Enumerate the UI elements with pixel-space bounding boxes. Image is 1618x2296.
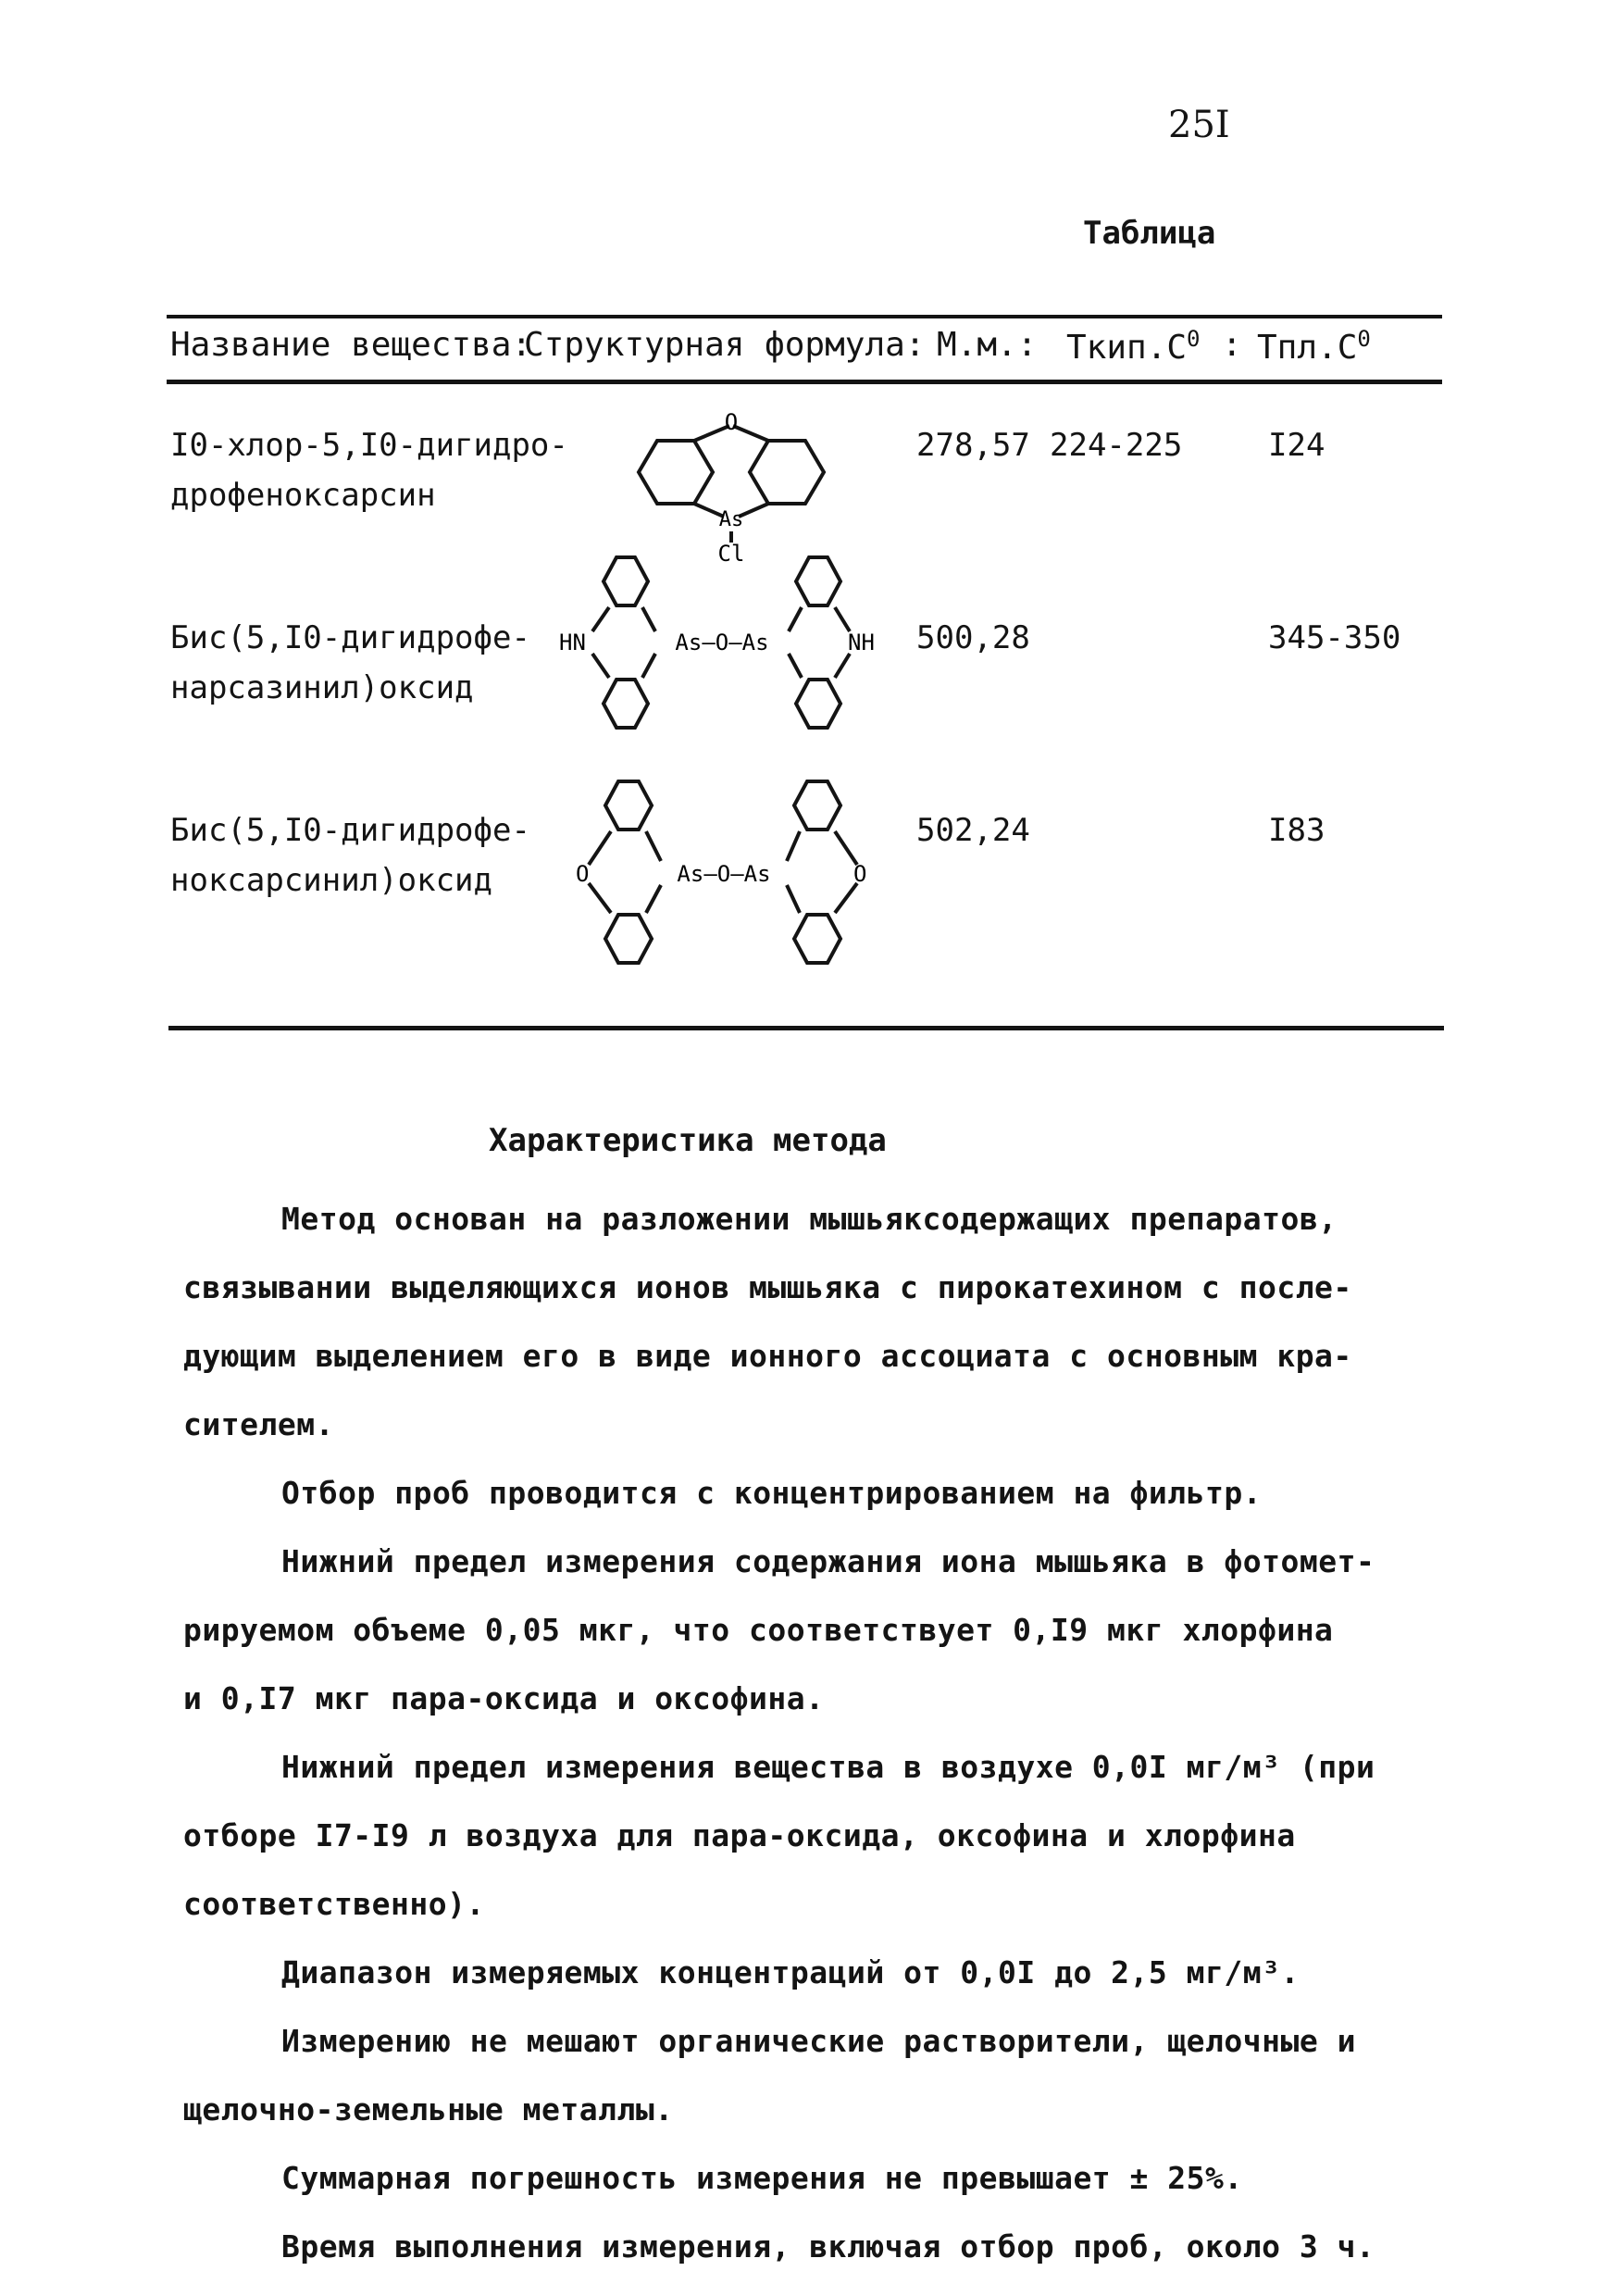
section-title: Характеристика метода [489, 1122, 887, 1159]
paragraph-line: Суммарная погрешность измерения не превышает ± 25%. [281, 2160, 1243, 2196]
row-tmelt: 345-350 [1268, 619, 1401, 656]
section-body [183, 1185, 1479, 2281]
paragraph-line: дующим выделением его в виде ионного ассоциата с основным кра- [183, 1338, 1352, 1374]
structural-formula [565, 768, 879, 985]
header-mm: М.м.: [937, 326, 1038, 364]
header-formula: Структурная формула: [524, 326, 926, 364]
structural-formula [555, 548, 889, 746]
paragraph-line: сителем. [183, 1406, 334, 1442]
formula-label: NH [848, 630, 875, 655]
table-top-rule [167, 315, 1442, 318]
paragraph-line: щелочно-земельные металлы. [183, 2091, 674, 2128]
table-caption: Таблица [1083, 215, 1216, 252]
formula-label: As–O–As [677, 861, 771, 887]
formula-label: O [576, 861, 590, 887]
paragraph-line: связывании выделяющихся ионов мышьяка с пирокатехином с после- [183, 1269, 1352, 1305]
formula-label: O [853, 861, 867, 887]
page-number: 25I [1168, 104, 1230, 146]
paragraph-line: Время выполнения измерения, включая отбор проб, около 3 ч. [281, 2228, 1375, 2265]
table-header-rule [167, 380, 1442, 384]
row-tmelt: I24 [1268, 427, 1326, 464]
paragraph-line: рируемом объеме 0,05 мкг, что соответствует 0,I9 мкг хлорфина [183, 1612, 1334, 1648]
row-tboil: 224-225 [1050, 427, 1183, 464]
structural-formula [611, 407, 852, 568]
row-mm: 500,28 [916, 619, 1030, 656]
paragraph-line: отборе I7-I9 л воздуха для пара-оксида, оксофина и хлорфина [183, 1817, 1296, 1853]
paragraph-line: и 0,I7 мкг пара-оксида и оксофина. [183, 1680, 825, 1716]
formula-label: HN [559, 630, 586, 655]
header-tboil: $Ткип.С^0$ [1066, 326, 1201, 367]
row-name: Бис(5,I0-дигидрофе- ноксарсинил)оксид [170, 812, 530, 899]
formula-label: O [724, 409, 739, 435]
row-mm: 278,57 [916, 427, 1030, 464]
paragraph-line: Нижний предел измерения содержания иона мышьяка в фотомет- [281, 1543, 1375, 1579]
table-bottom-rule [168, 1026, 1444, 1030]
row-tmelt: I83 [1268, 812, 1326, 849]
row-name: Бис(5,I0-дигидрофе- нарсазинил)оксид [170, 619, 530, 706]
formula-label: Cl [717, 541, 745, 565]
paragraph-line: Метод основан на разложении мышьяксодержащих препаратов, [281, 1201, 1338, 1237]
paragraph-line: Измерению не мешают органические растворители, щелочные и [281, 2023, 1356, 2059]
header-tmelt: $Тпл.С^0$ [1257, 326, 1371, 367]
paragraph-line: Нижний предел измерения вещества в воздухе 0,0I мг/м³ (при [281, 1749, 1375, 1785]
paragraph-line: Отбор проб проводится с концентрированием на фильтр. [281, 1475, 1263, 1511]
header-name: Название вещества: [170, 326, 532, 364]
paragraph-line: соответственно). [183, 1886, 485, 1922]
formula-label: As [718, 508, 744, 531]
paragraph-line: Диапазон измеряемых концентраций от 0,0I до 2,5 мг/м³. [281, 1954, 1300, 1990]
row-name: I0-хлор-5,I0-дигидро- дрофеноксарсин [170, 427, 568, 514]
formula-label: As–O–As [675, 630, 769, 655]
header-separator: : [1222, 326, 1242, 364]
row-mm: 502,24 [916, 812, 1030, 849]
